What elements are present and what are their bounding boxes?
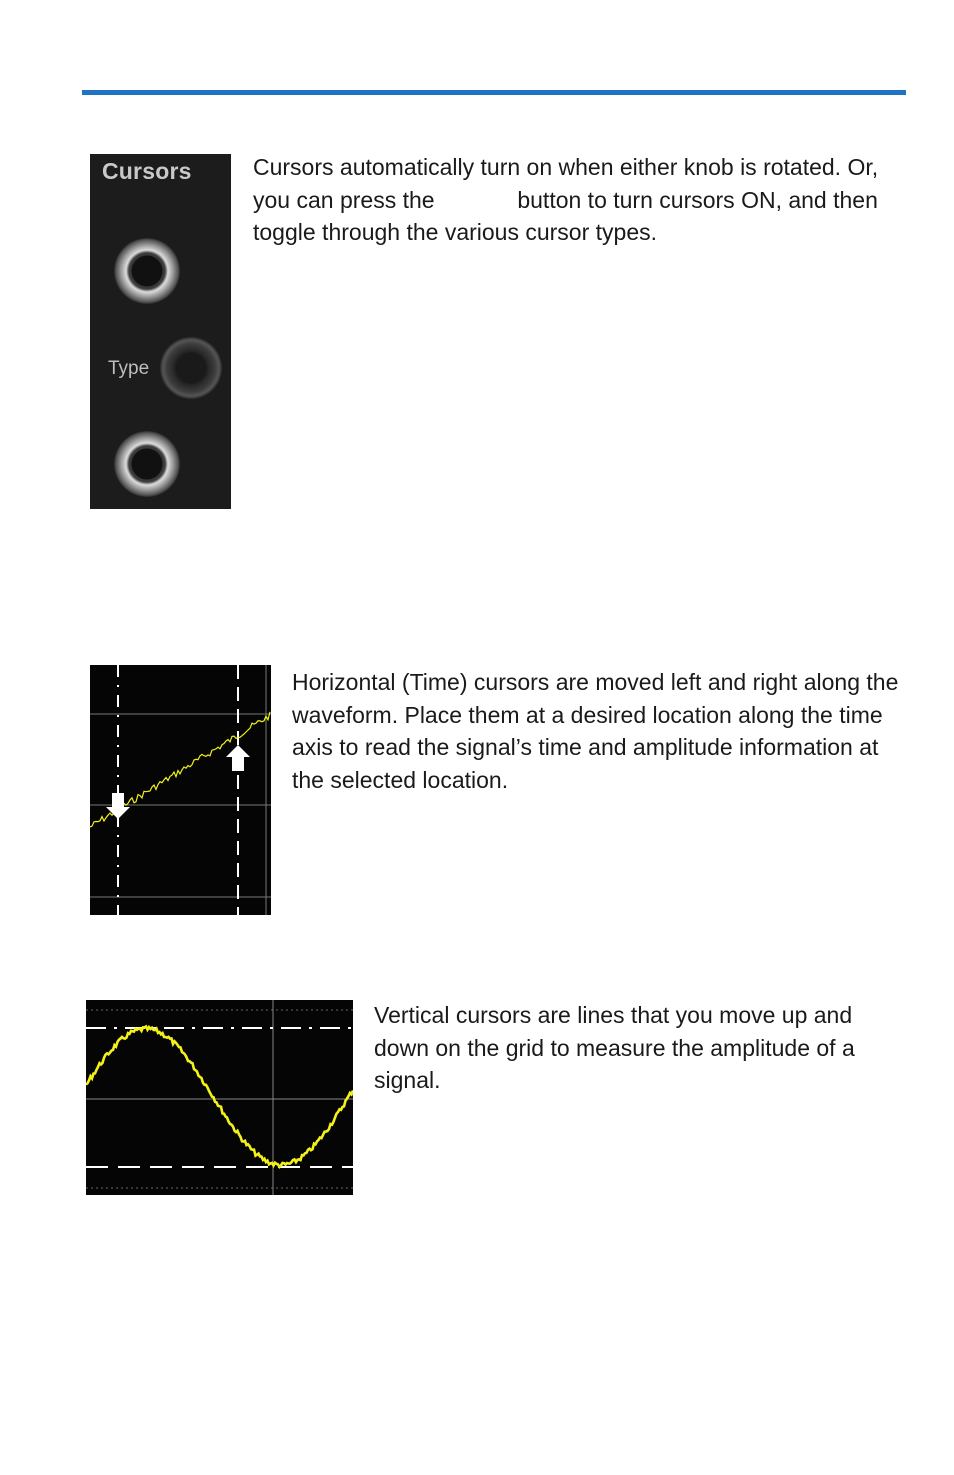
waveform-trace <box>86 1027 353 1167</box>
lower-cursor-knob <box>114 431 180 497</box>
cursor-down-arrow-icon <box>106 793 130 819</box>
cursors-text-after: button to turn cursors ON, and then toggle through the various cursor types. <box>253 186 878 245</box>
cursor-up-arrow-icon <box>226 745 250 771</box>
type-label: Type <box>108 358 150 379</box>
header-rule <box>82 90 906 95</box>
cursors-panel-image <box>90 154 231 509</box>
horizontal-cursors-image <box>90 665 271 915</box>
type-button <box>160 337 222 399</box>
cursors-text-before: Cursors automatically turn on when either knob is rotated. Or, you can press the <box>253 154 879 213</box>
cursors-paragraph <box>253 151 903 249</box>
horizontal-paragraph: Horizontal (Time) cursors are moved left and right along the waveform. Place them at a desired location along the time axis to read the signal’s time and amplitude information at the selected location. <box>292 669 899 793</box>
vertical-cursors-image <box>86 1000 353 1195</box>
panel-title: Cursors <box>102 158 192 184</box>
upper-cursor-knob <box>114 238 180 304</box>
vertical-paragraph: Vertical cursors are lines that you move up and down on the grid to measure the amplitude of a signal. <box>374 1002 855 1093</box>
